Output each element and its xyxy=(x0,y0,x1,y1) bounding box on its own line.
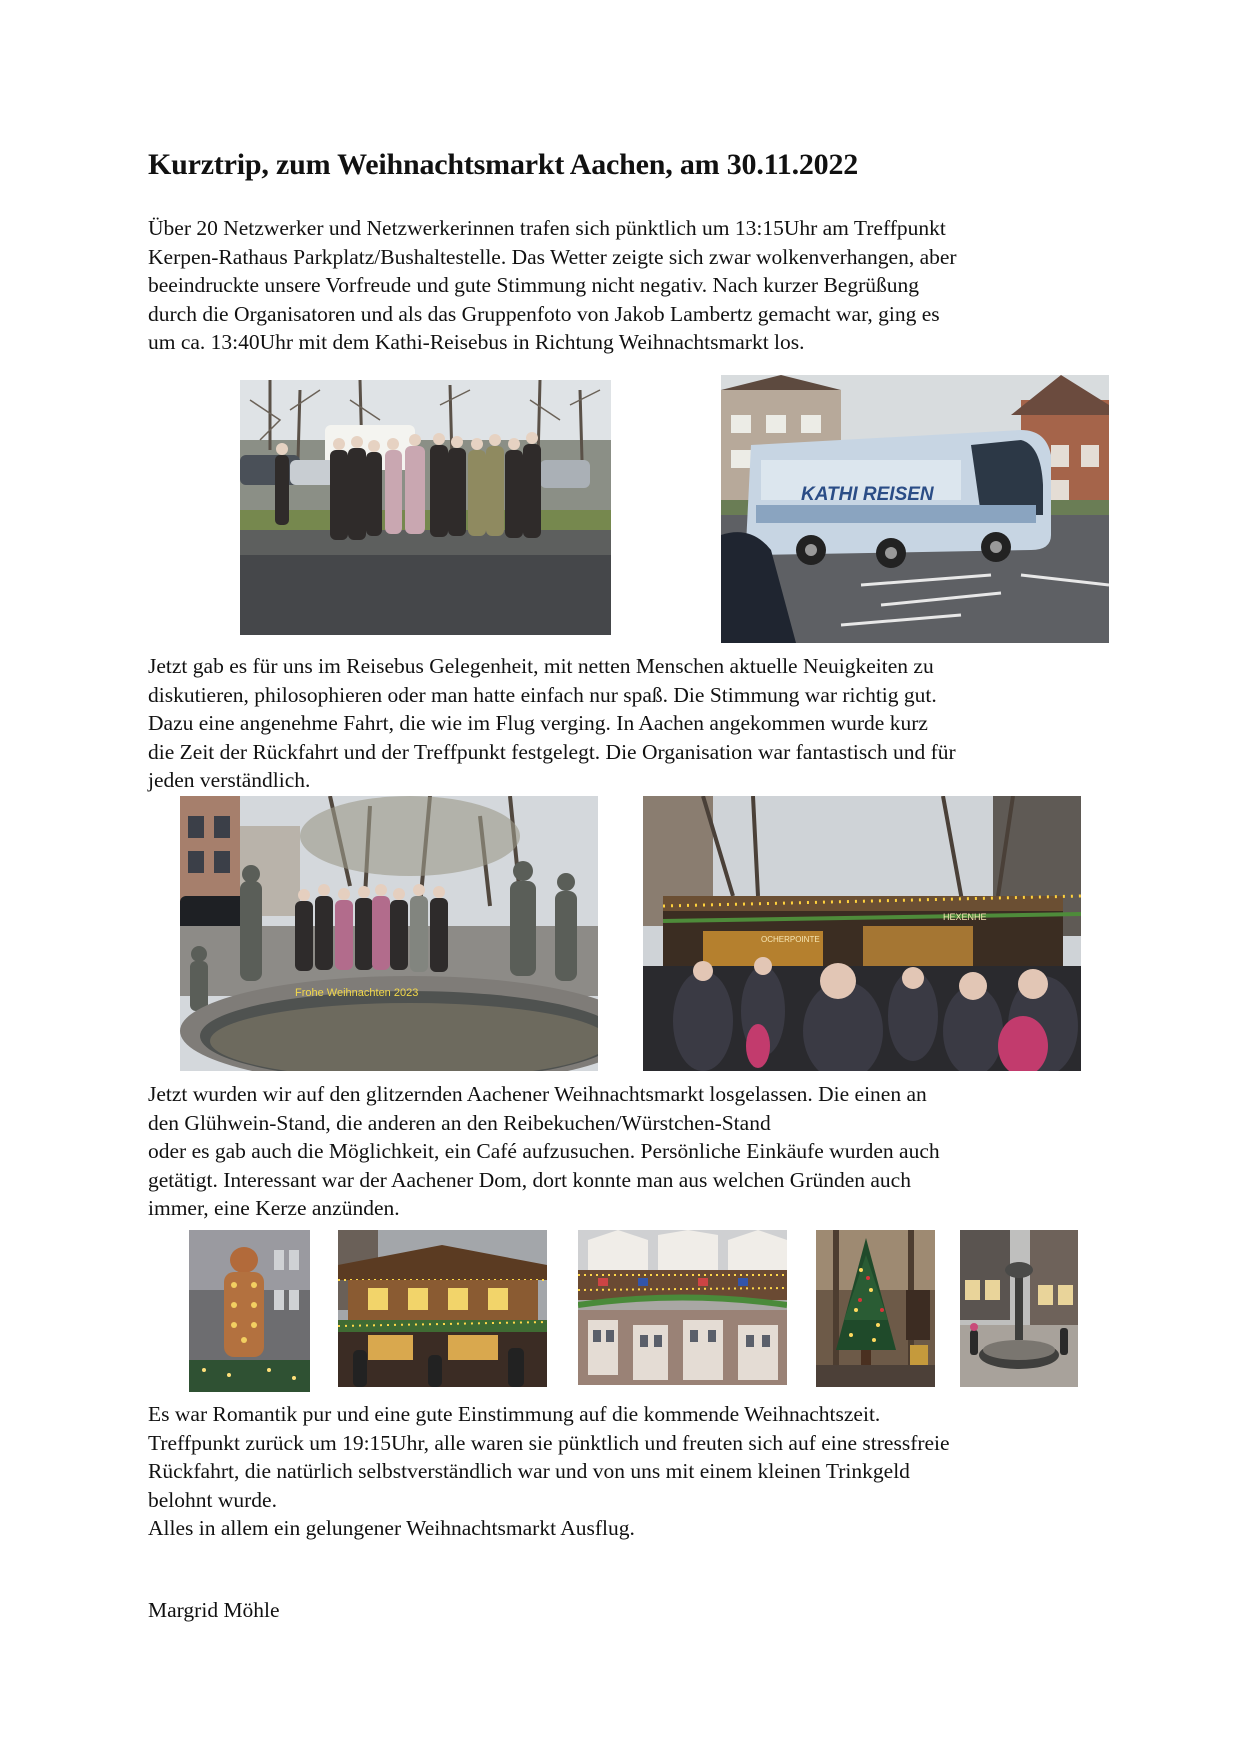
photo-group-fountain xyxy=(180,796,598,1071)
paragraph-1: Über 20 Netzwerker und Netzwerkerinnen trafen sich pünktlich um 13:15Uhr am Treffpunkt Kerpen-Rathaus Parkplatz/Bushaltestelle. Das Wetter zeigte sich zwar wolkenverhangen, aber beeindruckte unsere Vorfreude und gute Stimmung nicht negativ. Nach kurzer Begrüßung durch die Organisatoren und als das Gruppenfoto von Jakob Lambertz gemacht war, ging es um ca. 13:40Uhr mit dem Kathi-Reisebus in Richtung Weihnachtsmarkt los. xyxy=(148,216,957,355)
fountain-caption: Frohe Weihnachten 2023 xyxy=(295,987,419,999)
paragraph-3: Jetzt wurden wir auf den glitzernden Aachener Weihnachtsmarkt losgelassen. Die einen an den Glühwein-Stand, die anderen an den Reibekuchen/Würstchen-Stand oder es gab auch die Möglichkeit, ein Café aufzusuchen. Persönliche Einkäufe wurden auch getätigt. Interessant war der Aachener Dom, dort konnte man aus welchen Gründen auch immer, eine Kerze anzünden. xyxy=(148,1082,940,1221)
photo-christmas-tree-cathedral xyxy=(816,1230,935,1387)
paragraph-4: Es war Romantik pur und eine gute Einstimmung auf die kommende Weihnachtszeit. Treffpunkt zurück um 19:15Uhr, alle waren sie pünktlich und freuten sich auf eine stressfreie Rückfahrt, die natürlich selbstverständlich war und von uns mit einem kleinen Trinkgeld belohnt wurde. Alles in allem ein gelungener Weihnachtsmarkt Ausflug. xyxy=(148,1402,950,1541)
stall-sign-ocherpointe: OCHERPOINTE xyxy=(761,935,820,944)
photo-group-parking-lot xyxy=(240,380,611,635)
author-signature: Margrid Möhle xyxy=(148,1598,280,1622)
paragraph-2: Jetzt gab es für uns im Reisebus Gelegenheit, mit netten Menschen aktuelle Neuigkeiten zu diskutieren, philosophieren oder man hatte einfach nur spaß. Die Stimmung war richtig gut. Dazu eine angenehme Fahrt, die wie im Flug verging. In Aachen angekommen wurde kurz die Zeit der Rückfahrt und der Treffpunkt festgelegt. Die Organisation war fantastisch und für jeden verständlich. xyxy=(148,654,956,793)
page-title: Kurztrip, zum Weihnachtsmarkt Aachen, am 30.11.2022 xyxy=(148,148,859,181)
photo-kathi-bus xyxy=(721,375,1109,643)
photo-market-stall-hut xyxy=(338,1230,547,1387)
photo-printen-figure xyxy=(189,1230,310,1392)
photo-christmas-market-crowd xyxy=(643,796,1081,1071)
bus-logo-text: KATHI REISEN xyxy=(801,484,934,505)
photo-market-houses xyxy=(578,1230,787,1385)
photo-fountain-square xyxy=(960,1230,1078,1387)
stall-sign-hexenhe: HEXENHE xyxy=(943,912,987,922)
